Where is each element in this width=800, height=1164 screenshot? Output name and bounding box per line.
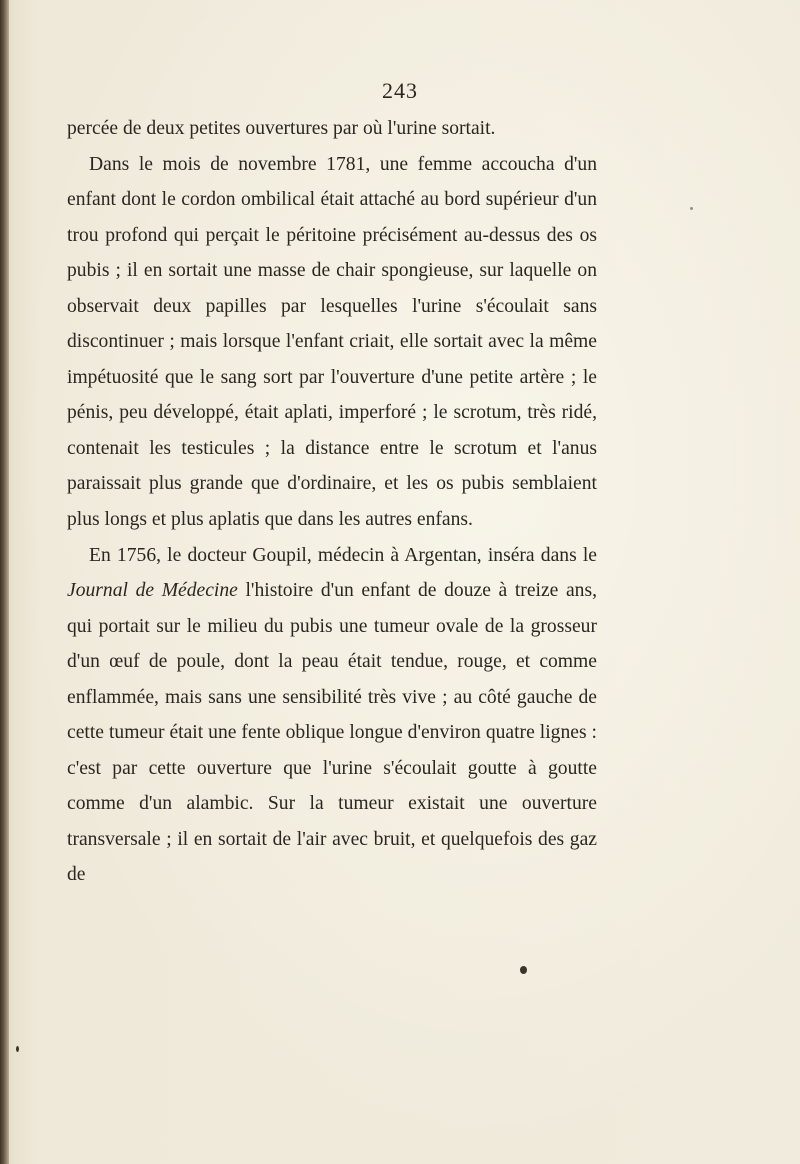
ink-speck (520, 966, 527, 974)
journal-title: Journal de Médecine (67, 580, 238, 602)
paragraph-goupil-case (67, 538, 597, 893)
page-spine-edge (0, 0, 9, 1164)
ink-speck (690, 207, 693, 210)
page-number: 243 (382, 78, 418, 103)
paragraph-november-case: Dans le mois de novembre 1781, une femme accoucha d'un enfant dont le cordon ombilical était attaché au bord supérieur d'un trou profond qui perçait le péritoine précisément au-dessus des os pubis ; il en sortait une masse de chair spongieuse, sur laquelle on observait deux papilles par lesquelles l'urine s'écoulait sans discontinuer ; mais lorsque l'enfant criait, elle sortait avec la même impétuosité que le sang sort par l'ouverture d'une petite artère ; le pénis, peu développé, était aplati, imperforé ; le scrotum, très ridé, contenait les testicules ; la distance entre le scrotum et l'anus paraissait plus grande que d'ordinaire, et les os pubis semblaient plus longs et plus aplatis que dans les autres enfans. (67, 153, 597, 531)
body-text (67, 111, 597, 893)
paragraph-goupil-intro: En 1756, le docteur Goupil, médecin à Argentan, inséra dans le (89, 544, 597, 566)
ink-speck (16, 1046, 19, 1052)
paragraph-goupil-body: l'histoire d'un enfant de douze à treize ans, qui portait sur le milieu du pubis une tumeur ovale de la grosseur d'un œuf de poule, dont la peau était tendue, rouge, et comme enflammée, mais sans une sensibilité très vive ; au côté gauche de cette tumeur était une fente oblique longue d'environ quatre lignes : c'est par cette ouverture que l'urine s'écoulait goutte à goutte comme d'un alambic. Sur la tumeur existait une ouverture transversale ; il en sortait de l'air avec bruit, et quelquefois des gaz de (67, 580, 598, 886)
paragraph-continuation: percée de deux petites ouvertures par où l'urine sortait. (67, 118, 496, 139)
